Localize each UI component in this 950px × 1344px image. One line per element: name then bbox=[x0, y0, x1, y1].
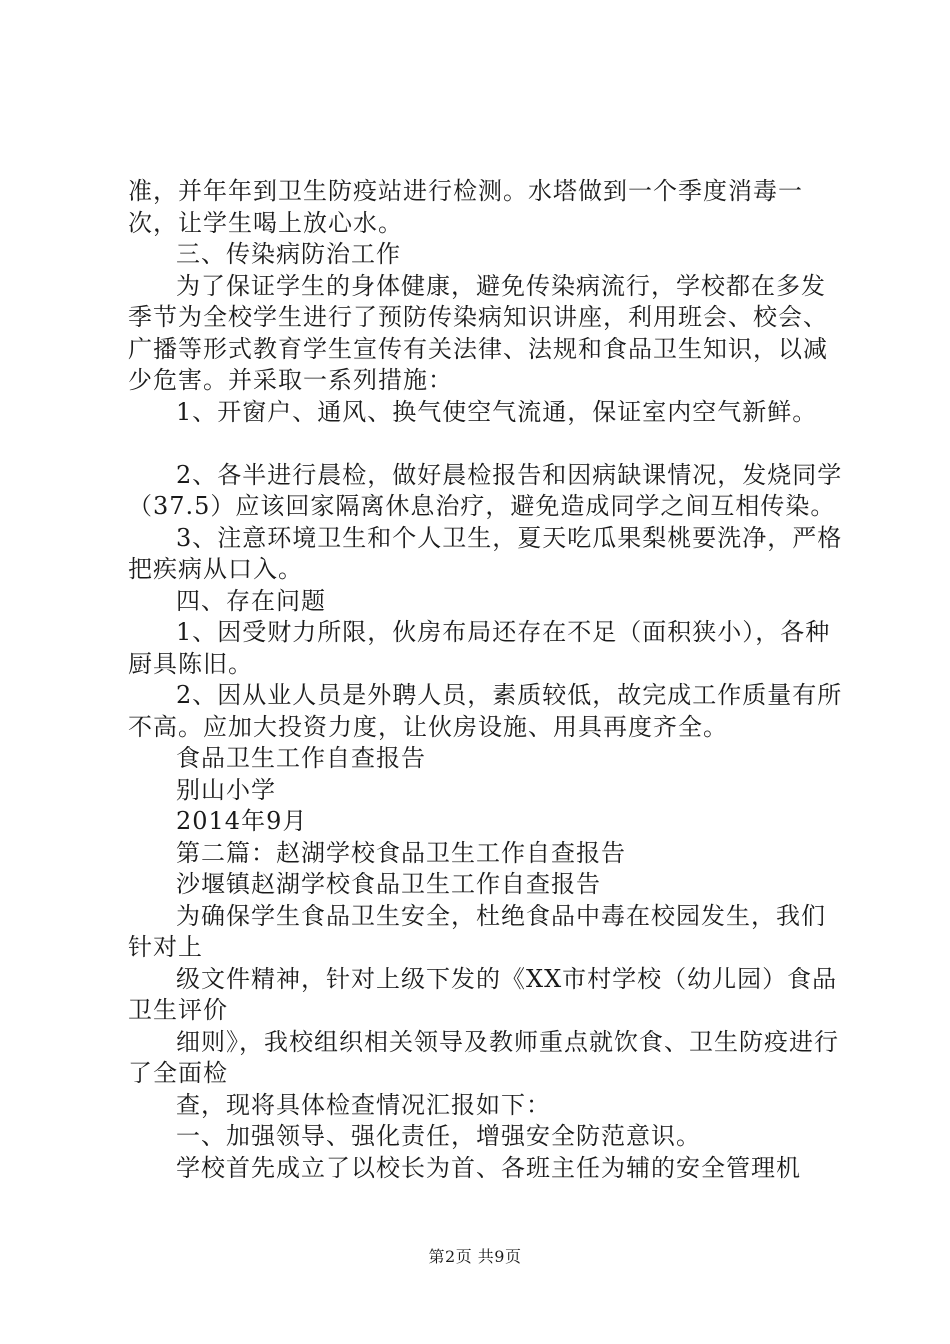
document-body bbox=[128, 176, 848, 1184]
list-item: 1、因受财力所限，伙房布局还存在不足（面积狭小），各种厨具陈旧。 bbox=[128, 618, 831, 678]
blank-line bbox=[128, 428, 848, 460]
report-title: 沙堰镇赵湖学校食品卫生工作自查报告 bbox=[176, 870, 601, 898]
section-heading-infectious-disease: 三、传染病防治工作 bbox=[176, 240, 401, 268]
list-item: 3、注意环境卫生和个人卫生，夏天吃瓜果梨桃要洗净，严格把疾病从口入。 bbox=[128, 523, 843, 583]
list-item: 2、因从业人员是外聘人员，素质较低，故完成工作质量有所不高。应加大投资力度，让伙房设施、用具再度齐全。 bbox=[128, 681, 843, 741]
list-item: 2、各半进行晨检，做好晨检报告和因病缺课情况，发烧同学（37.5）应该回家隔离休息治疗，避免造成同学之间互相传染。 bbox=[128, 460, 843, 520]
school-name: 别山小学 bbox=[176, 775, 276, 804]
page-number-footer: 第2页 共9页 bbox=[428, 1247, 522, 1266]
paragraph: 细则》，我校组织相关领导及教师重点就饮食、卫生防疫进行了全面检 bbox=[128, 1027, 839, 1087]
list-item: 1、开窗户、通风、换气使空气流通，保证室内空气新鲜。 bbox=[176, 397, 818, 426]
report-date: 2014年9月 bbox=[176, 807, 308, 835]
paragraph: 为了保证学生的身体健康，避免传染病流行，学校都在多发季节为全校学生进行了预防传染病知识讲座，利用班会、校会、广播等形式教育学生宣传有关法律、法规和食品卫生知识，以减少危害。并采取一系列措施： bbox=[128, 271, 828, 394]
chapter-heading: 第二篇：赵湖学校食品卫生工作自查报告 bbox=[176, 838, 626, 867]
section-heading-leadership: 一、加强领导、强化责任，增强安全防范意识。 bbox=[176, 1122, 701, 1150]
paragraph: 查，现将具体检查情况汇报如下： bbox=[176, 1090, 551, 1119]
section-heading-problems: 四、存在问题 bbox=[176, 586, 326, 615]
paragraph: 为确保学生食品卫生安全，杜绝食品中毒在校园发生，我们针对上 bbox=[128, 901, 826, 961]
paragraph-continuation: 准，并年年到卫生防疫站进行检测。水塔做到一个季度消毒一次，让学生喝上放心水。 bbox=[128, 177, 803, 237]
paragraph: 学校首先成立了以校长为首、各班主任为辅的安全管理机 bbox=[176, 1153, 801, 1182]
report-title: 食品卫生工作自查报告 bbox=[176, 744, 426, 772]
paragraph: 级文件精神，针对上级下发的《XX市村学校（幼儿园）食品卫生评价 bbox=[128, 964, 838, 1024]
